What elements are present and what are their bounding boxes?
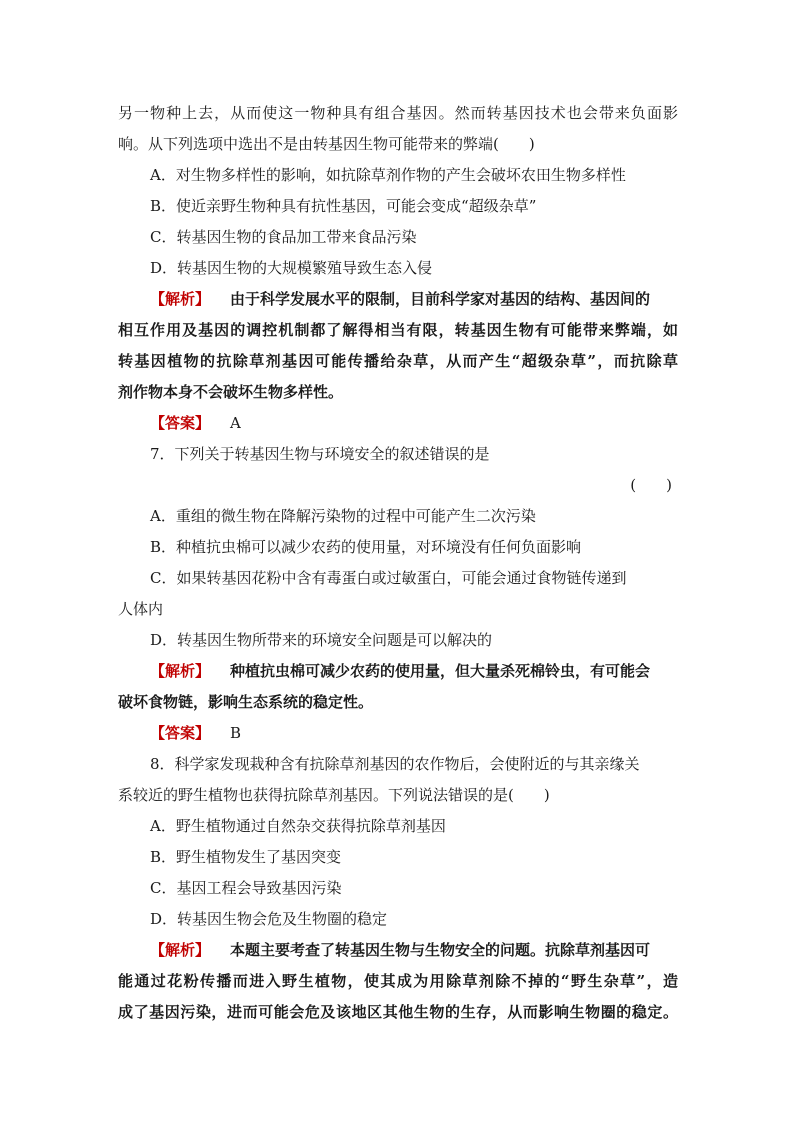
q8-option-c: C．基因工程会导致基因污染 <box>150 879 342 897</box>
q8-analysis-line-3: 成了基因污染，进而可能会危及该地区其他生物的生存，从而影响生物圈的稳定。 <box>118 1003 678 1021</box>
q6-analysis-text-1: 由于科学发展水平的限制，目前科学家对基因的结构、基因间的 <box>230 290 651 308</box>
q6-option-c: C．转基因生物的食品加工带来食品污染 <box>150 228 417 246</box>
answer-tag: 【答案】 <box>150 724 211 742</box>
q8-stem-line-2: 系较近的野生植物也获得抗除草剂基因。下列说法错误的是( ) <box>118 786 550 804</box>
q7-option-c: C．如果转基因花粉中含有毒蛋白或过敏蛋白，可能会通过食物链传递到 <box>150 569 627 587</box>
q7-option-b: B．种植抗虫棉可以减少农药的使用量，对环境没有任何负面影响 <box>150 538 582 556</box>
q7-answer-paren: ( ) <box>630 476 672 494</box>
q6-analysis-line-2: 相互作用及基因的调控机制都了解得相当有限，转基因生物有可能带来弊端，如 <box>118 321 678 339</box>
q8-analysis-line-1 <box>118 935 678 966</box>
q7-analysis-line-2: 破坏食物链，影响生态系统的稳定性。 <box>118 693 374 711</box>
q7-analysis-text-1: 种植抗虫棉可减少农药的使用量，但大量杀死棉铃虫，有可能会 <box>230 662 651 680</box>
q7-answer-value: B <box>230 724 242 742</box>
q7-answer-line <box>118 718 678 749</box>
q8-stem-line-1: 8．科学家发现栽种含有抗除草剂基因的农作物后，会使附近的与其亲缘关 <box>150 755 640 773</box>
q7-option-d: D．转基因生物所带来的环境安全问题是可以解决的 <box>150 631 493 649</box>
document-content <box>118 98 678 1028</box>
q8-option-a: A．野生植物通过自然杂交获得抗除草剂基因 <box>150 817 446 835</box>
answer-tag: 【答案】 <box>150 414 211 432</box>
q6-option-d: D．转基因生物的大规模繁殖导致生态入侵 <box>150 259 433 277</box>
q7-analysis-line-1 <box>118 656 678 687</box>
q6-answer-line <box>118 408 678 439</box>
q8-analysis-text-1: 本题主要考查了转基因生物与生物安全的问题。抗除草剂基因可 <box>230 941 651 959</box>
q6-stem-line-2: 响。从下列选项中选出不是由转基因生物可能带来的弊端( ) <box>118 135 535 153</box>
q6-option-b: B．使近亲野生物种具有抗性基因，可能会变成“超级杂草” <box>150 197 537 215</box>
analysis-tag: 【解析】 <box>150 290 211 308</box>
analysis-tag: 【解析】 <box>150 941 211 959</box>
q6-analysis-line-3: 转基因植物的抗除草剂基因可能传播给杂草，从而产生“超级杂草”，而抗除草 <box>118 352 678 370</box>
analysis-tag: 【解析】 <box>150 662 211 680</box>
q8-option-d: D．转基因生物会危及生物圈的稳定 <box>150 910 388 928</box>
q6-stem-line-1: 另一物种上去，从而使这一物种具有组合基因。然而转基因技术也会带来负面影 <box>118 104 678 122</box>
q8-analysis-line-2: 能通过花粉传播而进入野生植物，使其成为用除草剂除不掉的“野生杂草”，造 <box>118 972 678 990</box>
q6-option-a: A．对生物多样性的影响，如抗除草剂作物的产生会破坏农田生物多样性 <box>150 166 626 184</box>
q7-option-a: A．重组的微生物在降解污染物的过程中可能产生二次污染 <box>150 507 536 525</box>
q8-option-b: B．野生植物发生了基因突变 <box>150 848 342 866</box>
q7-stem: 7．下列关于转基因生物与环境安全的叙述错误的是 <box>150 445 490 463</box>
q6-analysis-line-1 <box>118 284 678 315</box>
q6-answer-value: A <box>230 414 241 432</box>
q6-analysis-line-4: 剂作物本身不会破坏生物多样性。 <box>118 383 344 401</box>
q7-option-c-continued: 人体内 <box>118 600 164 618</box>
